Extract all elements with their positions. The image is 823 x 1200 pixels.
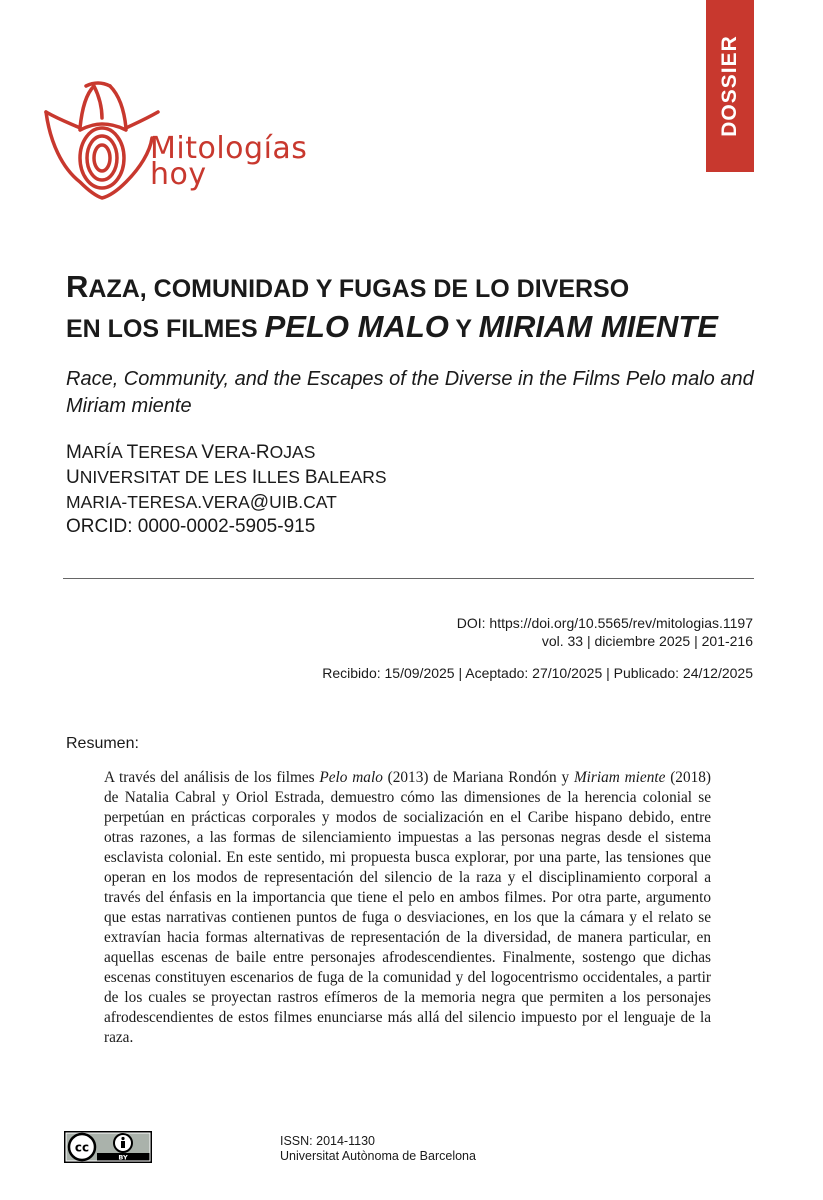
title-film-1: PELO MALO — [264, 309, 449, 344]
divider — [63, 578, 754, 579]
journal-name — [150, 131, 308, 192]
title-line-1 — [66, 268, 766, 308]
publisher-text: Universitat Autònoma de Barcelona — [280, 1149, 476, 1163]
author-orcid[interactable]: ORCID: 0000-0002-5905-915 — [66, 516, 316, 537]
title-film-2: MIRIAM MIENTE — [478, 309, 718, 344]
abstract-heading: Resumen: — [66, 735, 139, 752]
title-line1-text: AZA, COMUNIDAD Y FUGAS DE LO DIVERSO — [88, 275, 630, 303]
section-tab — [706, 0, 754, 172]
svg-text:cc: cc — [74, 1140, 90, 1155]
journal-name-line1: Mitologías — [150, 131, 308, 166]
abstract-film-1: Pelo malo — [319, 769, 383, 786]
title-conjunction: Y — [448, 315, 479, 343]
issn-text: ISSN: 2014-1130 — [280, 1134, 375, 1148]
footer-info — [280, 1134, 476, 1164]
volume-line: vol. 33 | diciembre 2025 | 201-216 — [541, 633, 753, 649]
section-tab-label: DOSSIER — [718, 35, 741, 137]
author-email[interactable]: MARIA-TERESA.VERA@UIB.CAT — [66, 492, 337, 513]
creative-commons-by-icon — [64, 1131, 152, 1163]
title-line-2 — [66, 308, 766, 348]
title-line2-prefix: EN LOS FILMES — [66, 315, 265, 343]
dates-line: Recibido: 15/09/2025 | Aceptado: 27/10/2025 | Publicado: 24/12/2025 — [322, 665, 753, 681]
cc-by-license-badge[interactable] — [64, 1131, 152, 1163]
article-subtitle: Race, Community, and the Escapes of the Diverse in the Films Pelo malo and Miriam miente — [66, 368, 754, 417]
doi-line[interactable]: DOI: https://doi.org/10.5565/rev/mitologias.1197 — [456, 615, 753, 631]
article-title — [66, 268, 766, 348]
author-affiliation: UNIVERSITAT DE LES ILLES BALEARS — [66, 467, 387, 488]
author-block — [66, 440, 666, 539]
abstract-film-2: Miriam miente — [573, 769, 666, 786]
svg-text:BY: BY — [118, 1153, 128, 1162]
title-initial: R — [66, 269, 89, 304]
abstract-text: A través del análisis de los filmes Pelo malo (2013) de Mariana Rondón y Miriam miente (2018) de Natalia Cabral y Oriol Estrada, demuestro cómo las dimensiones de la herencia colonial se perpetúan en prácticas corporales y modos de socialización en el Caribe hispano debido, entre otras razones, a las formas de silenciamiento impuestas a las personas negras desde el sistema esclavista colonial. En este sentido, mi propuesta busca explorar, por una parte, las tensiones que operan en los modos de representación del silencio de la raza y el disciplinamiento corporal a través del énfasis en la importancia que tiene el pelo en ambos filmes. Por otra parte, argumento que estas narrativas contienen puntos de fuga o desviaciones, en los que la cámara y el relato se extravían hacia formas alternativas de representación de la diversidad, de manera particular, en aquellas escenas de baile entre personajes afrodescendientes. Finalmente, sostengo que dichas escenas constituyen escenarios de fuga de la comunidad y del logocentrismo occidentales, a partir de los cuales se proyectan rastros efímeros de la memoria negra que permiten a los personajes afrodescendientes de estos filmes enunciarse más allá del silencio impuesto por el lenguaje de la raza. — [104, 769, 711, 1046]
journal-name-line2: hoy — [150, 157, 207, 192]
author-name: MARÍA TERESA VERA-ROJAS — [66, 442, 316, 463]
